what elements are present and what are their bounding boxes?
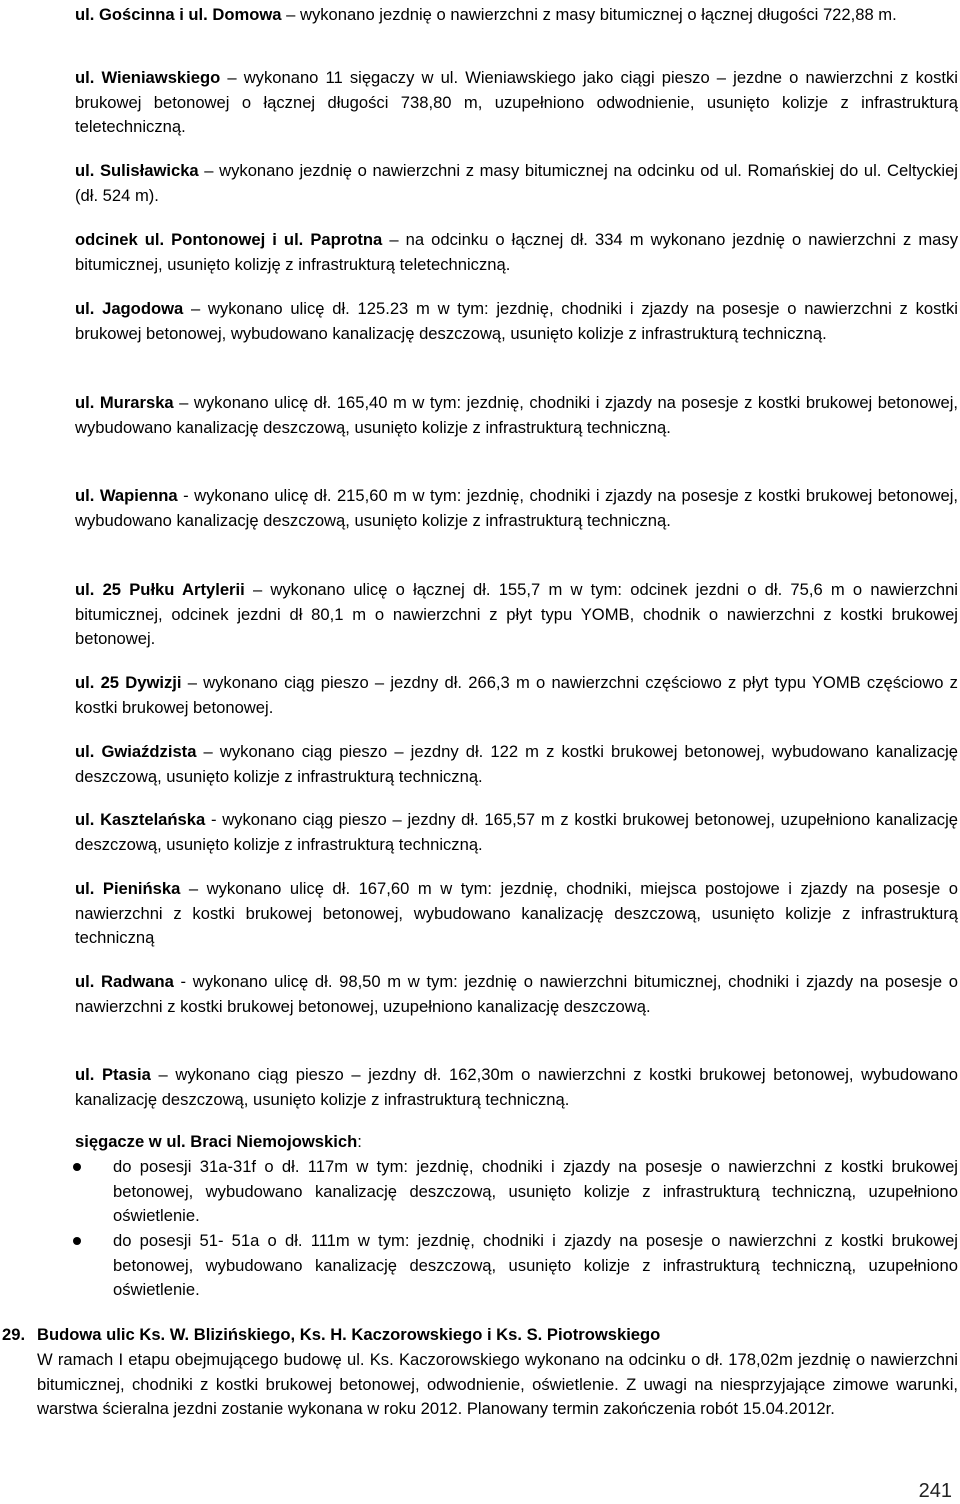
sigacze-lead: sięgacze w ul. Braci Niemojowskich: [75, 1132, 358, 1151]
street-name: ul. Gwiaździsta: [75, 742, 197, 761]
paragraph-text: - wykonano ulicę dł. 215,60 m w tym: jezdnię, chodniki i zjazdy na posesje z kostki brukowej betonowej, wybudowano kanalizację deszczową, usunięto kolizje z infrastrukturą techniczną.: [75, 486, 959, 530]
paragraph-text: - wykonano ulicę dł. 98,50 m w tym: jezdnię o nawierzchni bitumicznej, chodniki i zjazdy na posesje o nawierzchni z kostki brukowej betonowej, uzupełniono kanalizację deszczową.: [75, 972, 958, 1016]
paragraph-text: – wykonano ciąg pieszo – jezdny dł. 122 m z kostki brukowej betonowej, wybudowano kanalizację deszczową, usunięto kolizje z infrastrukturą techniczną.: [75, 742, 958, 786]
paragraph-murarska: [75, 391, 958, 440]
street-name: ul. Gościnna i ul. Domowa: [75, 5, 282, 24]
paragraph-text: – wykonano 11 sięgaczy w ul. Wieniawskiego jako ciągi pieszo – jezdne o nawierzchni z kostki brukowej betonowej o łącznej długości 738,80 m, uzupełniono odwodnienie, usunięto kolizje z infrastrukturą teletechniczną.: [75, 68, 958, 136]
street-name: ul. Sulisławicka: [75, 161, 199, 180]
paragraph-text: – wykonano ulicę o łącznej dł. 155,7 m w tym: odcinek jezdni o dł. 75,6 m o nawierzchni bitumicznej, odcinek jezdni dł 80,1 m o nawierzchni z płyt typu YOMB, chodnik o nawierzchni z kostki brukowej betonowej.: [75, 580, 958, 648]
paragraph-25-pulku-artylerii: [75, 578, 958, 652]
street-name: ul. Radwana: [75, 972, 174, 991]
paragraph-ptasia: [75, 1063, 958, 1112]
sigacze-heading: [75, 1130, 958, 1155]
paragraph-text: – wykonano ulicę dł. 167,60 m w tym: jezdnię, chodniki, miejsca postojowe i zjazdy na posesje o nawierzchni z kostki brukowej betonowej, wybudowano kanalizację deszczową, usunięto kolizje z infrastrukturą techniczną: [75, 879, 958, 947]
street-name: ul. Kasztelańska: [75, 810, 206, 829]
bullet-icon: [73, 1237, 81, 1245]
street-name: ul. 25 Dywizji: [75, 673, 182, 692]
street-name: ul. 25 Pułku Artylerii: [75, 580, 245, 599]
paragraph-text: - wykonano ciąg pieszo – jezdny dł. 165,57 m z kostki brukowej betonowej, uzupełniono kanalizację deszczową, usunięto kolizje z infrastrukturą techniczną.: [75, 810, 958, 854]
paragraph-text: – wykonano ulicę dł. 125.23 m w tym: jezdnię, chodniki i zjazdy na posesje o nawierzchni z kostki brukowej betonowej, wybudowano kanalizację deszczową, usunięto kolizje z infrastrukturą techniczną.: [75, 299, 958, 343]
paragraph-text: – na odcinku o łącznej dł. 334 m wykonano jezdnię o nawierzchni z masy bitumicznej, usunięto kolizję z infrastrukturą teletechniczną.: [75, 230, 958, 274]
paragraph-sulislawicka: [75, 159, 958, 208]
paragraph-gwiazdzista: [75, 740, 958, 789]
page-number: 241: [918, 1480, 952, 1502]
street-name: ul. Wapienna: [75, 486, 178, 505]
paragraph-goscinna-domowa: [75, 3, 958, 28]
bullet-item: [113, 1229, 958, 1303]
section-number: 29.: [2, 1325, 26, 1344]
bullet-icon: [73, 1163, 81, 1171]
paragraph-text: – wykonano jezdnię o nawierzchni z masy bitumicznej o łącznej długości 722,88 m.: [281, 5, 897, 24]
paragraph-text: – wykonano ciąg pieszo – jezdny dł. 266,3 m o nawierzchni częściowo z płyt typu YOMB częściowo z kostki brukowej betonowej.: [75, 673, 958, 717]
street-name: ul. Pienińska: [75, 879, 181, 898]
street-name: ul. Wieniawskiego: [75, 68, 221, 87]
paragraph-text: – wykonano jezdnię o nawierzchni z masy bitumicznej na odcinku od ul. Romańskiej do ul. Celtyckiej (dł. 524 m).: [75, 161, 958, 205]
paragraph-wieniawskiego: [75, 66, 958, 140]
street-name: ul. Ptasia: [75, 1065, 151, 1084]
paragraph-text: – wykonano ciąg pieszo – jezdny dł. 162,30m o nawierzchni z kostki brukowej betonowej, wybudowano kanalizację deszczową, usunięto kolizje z infrastrukturą techniczną.: [75, 1065, 958, 1109]
paragraph-25-dywizji: [75, 671, 958, 720]
street-name: ul. Murarska: [75, 393, 174, 412]
bullet-text: do posesji 51- 51a o dł. 111m w tym: jezdnię, chodniki i zjazdy na posesje o nawierzchni z kostki brukowej betonowej, wybudowano kanalizację deszczową, usunięto kolizje z infrastrukturą techniczną, uzupełniono oświetlenie.: [113, 1231, 958, 1299]
paragraph-pieninska: [75, 877, 958, 951]
sigacze-suffix: :: [357, 1132, 362, 1151]
street-name: odcinek ul. Pontonowej i ul. Paprotna: [75, 230, 383, 249]
paragraph-pontonowa-paprotna: [75, 228, 958, 277]
bullet-item: [113, 1155, 958, 1229]
paragraph-wapienna: [75, 484, 958, 533]
paragraph-jagodowa: [75, 297, 958, 346]
bullet-text: do posesji 31a-31f o dł. 117m w tym: jezdnię, chodniki i zjazdy na posesje o nawierzchni z kostki brukowej betonowej, wybudowano kanalizację deszczową, usunięto kolizje z infrastrukturą techniczną, uzupełniono oświetlenie.: [113, 1157, 958, 1225]
street-name: ul. Jagodowa: [75, 299, 184, 318]
paragraph-kasztelanska: [75, 808, 958, 857]
section-body: W ramach I etapu obejmującego budowę ul. Ks. Kaczorowskiego wykonano na odcinku o dł. 178,02m jezdnię o nawierzchni bitumicznej, chodniki z kostki brukowej betonowej, odwodnienie, oświetlenie. Z uwagi na niesprzyjające zimowe warunki, warstwa ścieralna jezdni zostanie wykonana w roku 2012. Planowany termin zakończenia robót 15.04.2012r.: [37, 1350, 958, 1418]
paragraph-text: – wykonano ulicę dł. 165,40 m w tym: jezdnię, chodniki i zjazdy na posesje z kostki brukowej betonowej, wybudowano kanalizację deszczową, usunięto kolizje z infrastrukturą techniczną.: [75, 393, 958, 437]
section-title: Budowa ulic Ks. W. Blizińskiego, Ks. H. Kaczorowskiego i Ks. S. Piotrowskiego: [37, 1325, 661, 1344]
paragraph-radwana: [75, 970, 958, 1019]
